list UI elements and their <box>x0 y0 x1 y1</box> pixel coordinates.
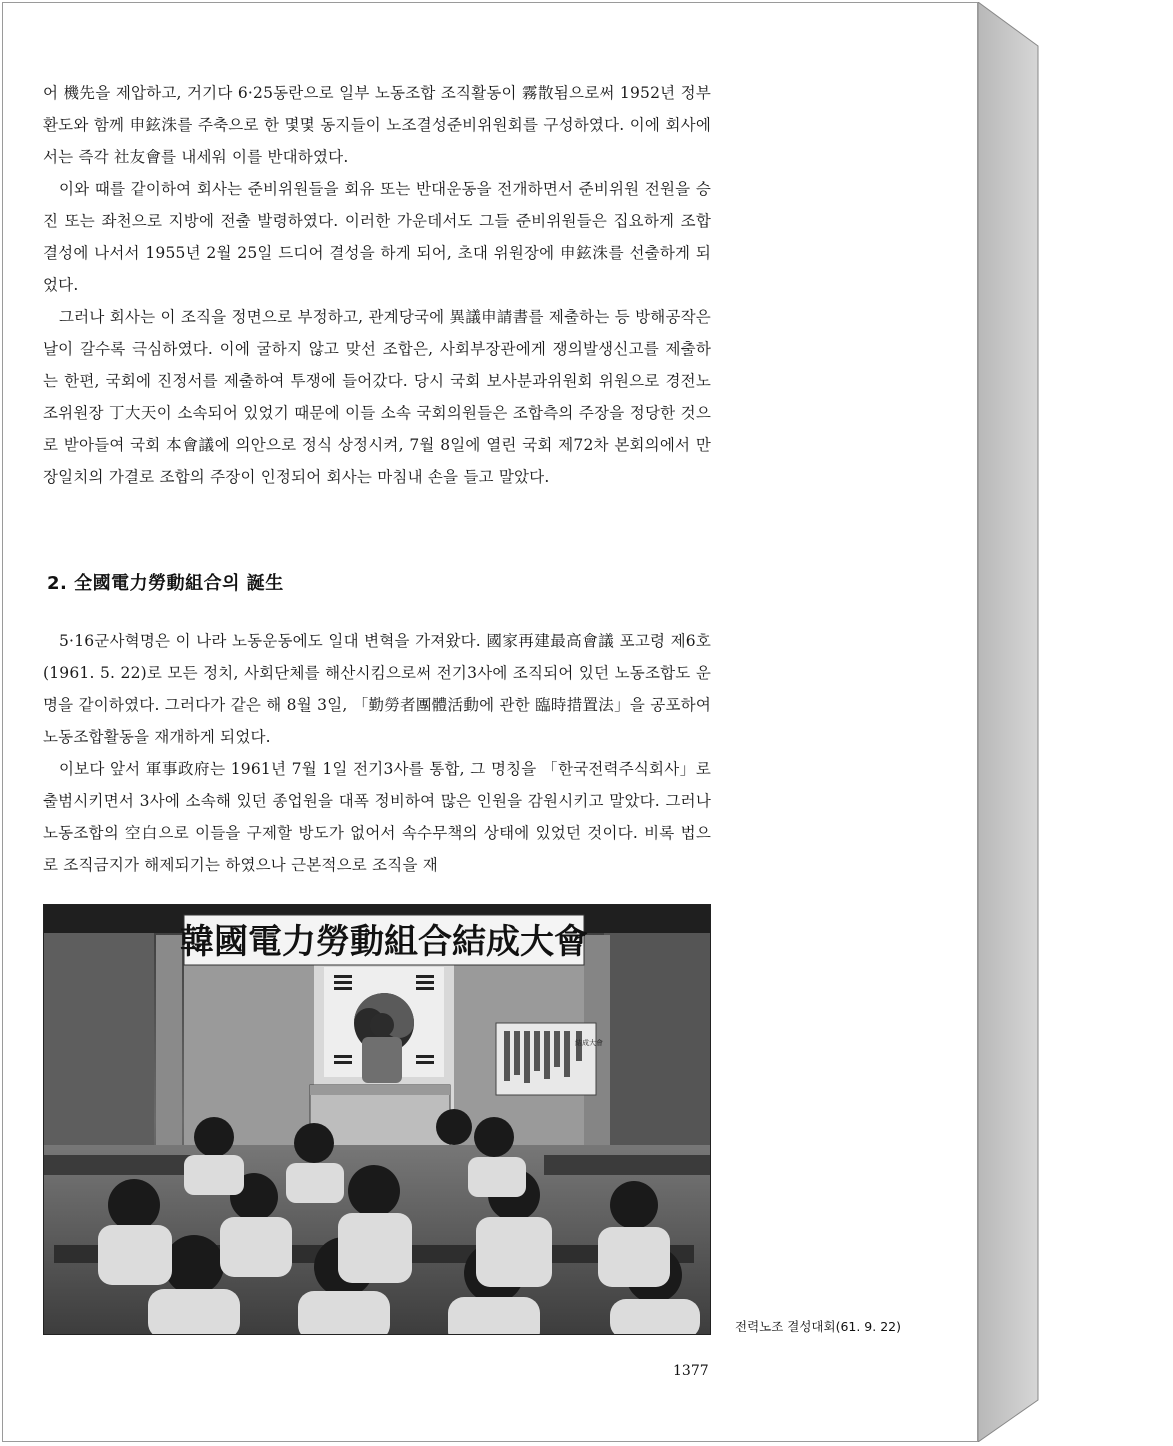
body-text-bottom <box>43 625 711 881</box>
page-number: 1377 <box>673 1363 709 1379</box>
section-heading: 2. 全國電力勞動組合의 誕生 <box>47 573 284 594</box>
banner-text: 韓國電力勞動組合結成大會 <box>180 922 588 962</box>
paragraph: 그러나 회사는 이 조직을 정면으로 부정하고, 관계당국에 異議申請書를 제출하는 등 방해공작은 날이 갈수록 극심하였다. 이에 굴하지 않고 맞선 조합은, 사회부장관에게 쟁의발생신고를 제출하는 한편, 국회에 진정서를 제출하여 투쟁에 들어갔다. 당시 국회 보사분과위원회 위원으로 경전노조위원장 丁大天이 소속되어 있었기 때문에 이들 소속 국회의원들은 조합측의 주장을 정당한 것으로 받아들여 국회 本會議에 의안으로 정식 상정시켜, 7월 8일에 열린 국회 제72차 본회의에서 만장일치의 가결로 조합의 주장이 인정되어 회사는 마침내 손을 들고 말았다. <box>43 308 711 486</box>
photo-caption: 전력노조 결성대회(61. 9. 22) <box>735 1319 901 1334</box>
paragraph: 이와 때를 같이하여 회사는 준비위원들을 회유 또는 반대운동을 전개하면서 준비위원 전원을 승진 또는 좌천으로 지방에 전출 발령하였다. 이러한 가운데서도 그들 준비위원들은 집요하게 조합결성에 나서서 1955년 2월 25일 드디어 결성을 하게 되어, 초대 위원장에 申鉉洙를 선출하게 되었다. <box>43 180 711 294</box>
document-page <box>2 2 978 1442</box>
book-spine-shading <box>978 2 1042 1442</box>
paragraph: 어 機先을 제압하고, 거기다 6·25동란으로 일부 노동조합 조직활동이 霧散됨으로써 1952년 정부환도와 함께 申鉉洙를 주축으로 한 몇몇 동지들이 노조결성준비위원회를 구성하였다. 이에 회사에서는 즉각 社友會를 내세워 이를 반대하였다. <box>43 84 711 166</box>
historical-photo <box>43 904 711 1335</box>
board-text: 結成大會 <box>575 1039 603 1047</box>
paragraph: 5·16군사혁명은 이 나라 노동운동에도 일대 변혁을 가져왔다. 國家再建最高會議 포고령 제6호(1961. 5. 22)로 모든 정치, 사회단체를 해산시킴으로써 전기3사에 조직되어 있던 노동조합도 운명을 같이하였다. 그러다가 같은 해 8월 3일, 「勤勞者團體活動에 관한 臨時措置法」을 공포하여 노동조합활동을 재개하게 되었다. <box>43 632 711 746</box>
body-text-top <box>43 77 711 493</box>
paragraph: 이보다 앞서 軍事政府는 1961년 7월 1일 전기3사를 통합, 그 명칭을 「한국전력주식회사」로 출범시키면서 3사에 소속해 있던 종업원을 대폭 정비하여 많은 인원을 감원시키고 말았다. 그러나 노동조합의 空白으로 이들을 구제할 방도가 없어서 속수무책의 상태에 있었던 것이다. 비록 법으로 조직금지가 해제되기는 하였으나 근본적으로 조직을 재 <box>43 760 711 874</box>
